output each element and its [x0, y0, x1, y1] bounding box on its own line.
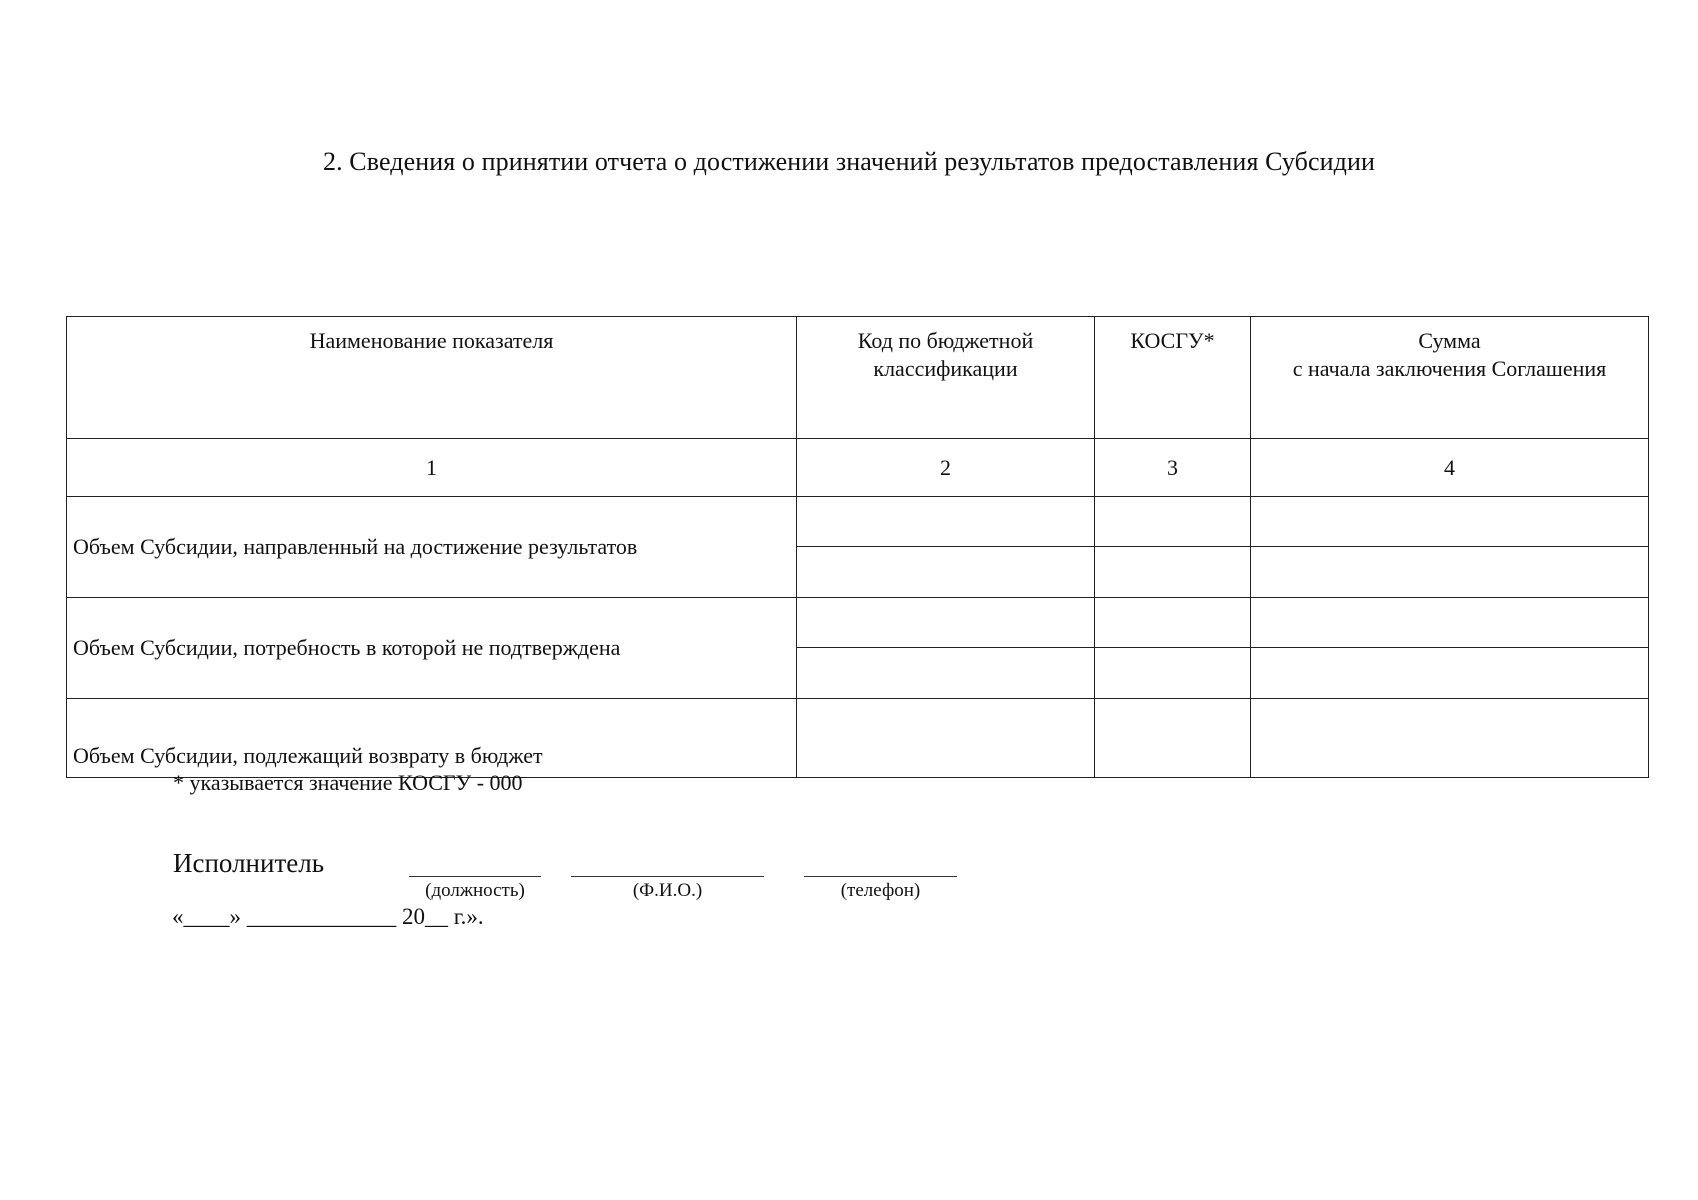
kosgu-cell[interactable]: [1095, 497, 1251, 547]
section-title: 2. Сведения о принятии отчета о достижении значений результатов предоставления Субсидии: [323, 147, 1375, 176]
row-label-results: Объем Субсидии, направленный на достижение результатов: [67, 497, 797, 598]
phone-signature-line[interactable]: [804, 876, 957, 877]
amount-cell[interactable]: [1251, 497, 1649, 547]
table-row: [67, 699, 1649, 778]
name-caption: (Ф.И.О.): [632, 880, 703, 901]
amount-cell[interactable]: [1251, 598, 1649, 648]
amount-cell[interactable]: [1251, 648, 1649, 699]
table-row: [67, 598, 1649, 648]
header-text: классификации: [873, 356, 1018, 381]
amount-cell[interactable]: [1251, 547, 1649, 598]
budget-code-cell[interactable]: [797, 497, 1095, 547]
column-number: 4: [1251, 439, 1649, 497]
header-indicator-name: [67, 317, 797, 439]
report-table: [66, 316, 1649, 778]
date-line: «____» _____________ 20__ г.».: [172, 904, 484, 929]
phone-caption: (телефон): [840, 880, 921, 901]
budget-code-cell[interactable]: [797, 598, 1095, 648]
header-text: Сумма: [1418, 328, 1481, 353]
budget-code-cell[interactable]: [797, 547, 1095, 598]
position-signature-line[interactable]: [409, 876, 541, 877]
header-text: Наименование показателя: [309, 328, 554, 353]
header-kosgu: [1095, 317, 1251, 439]
column-number: 3: [1095, 439, 1251, 497]
budget-code-cell[interactable]: [797, 648, 1095, 699]
row-label-unconfirmed: Объем Субсидии, потребность в которой не подтверждена: [67, 598, 797, 699]
amount-cell[interactable]: [1251, 699, 1649, 778]
position-caption: (должность): [425, 880, 525, 901]
kosgu-cell[interactable]: [1095, 598, 1251, 648]
header-text: КОСГУ*: [1130, 328, 1215, 353]
table-row: [67, 497, 1649, 547]
header-budget-code: [797, 317, 1095, 439]
column-number: 2: [797, 439, 1095, 497]
header-amount: [1251, 317, 1649, 439]
kosgu-cell[interactable]: [1095, 648, 1251, 699]
column-number: 1: [67, 439, 797, 497]
kosgu-cell[interactable]: [1095, 547, 1251, 598]
kosgu-cell[interactable]: [1095, 699, 1251, 778]
budget-code-cell[interactable]: [797, 699, 1095, 778]
row-label-return: Объем Субсидии, подлежащий возврату в бюджет: [67, 699, 797, 778]
executor-label: Исполнитель: [173, 848, 325, 878]
name-signature-line[interactable]: [571, 876, 764, 877]
header-text: с начала заключения Соглашения: [1292, 356, 1607, 381]
kosgu-footnote: * указывается значение КОСГУ - 000: [173, 770, 523, 795]
table-header-row: [67, 317, 1649, 439]
header-text: Код по бюджетной: [857, 328, 1034, 353]
column-number-row: [67, 439, 1649, 497]
